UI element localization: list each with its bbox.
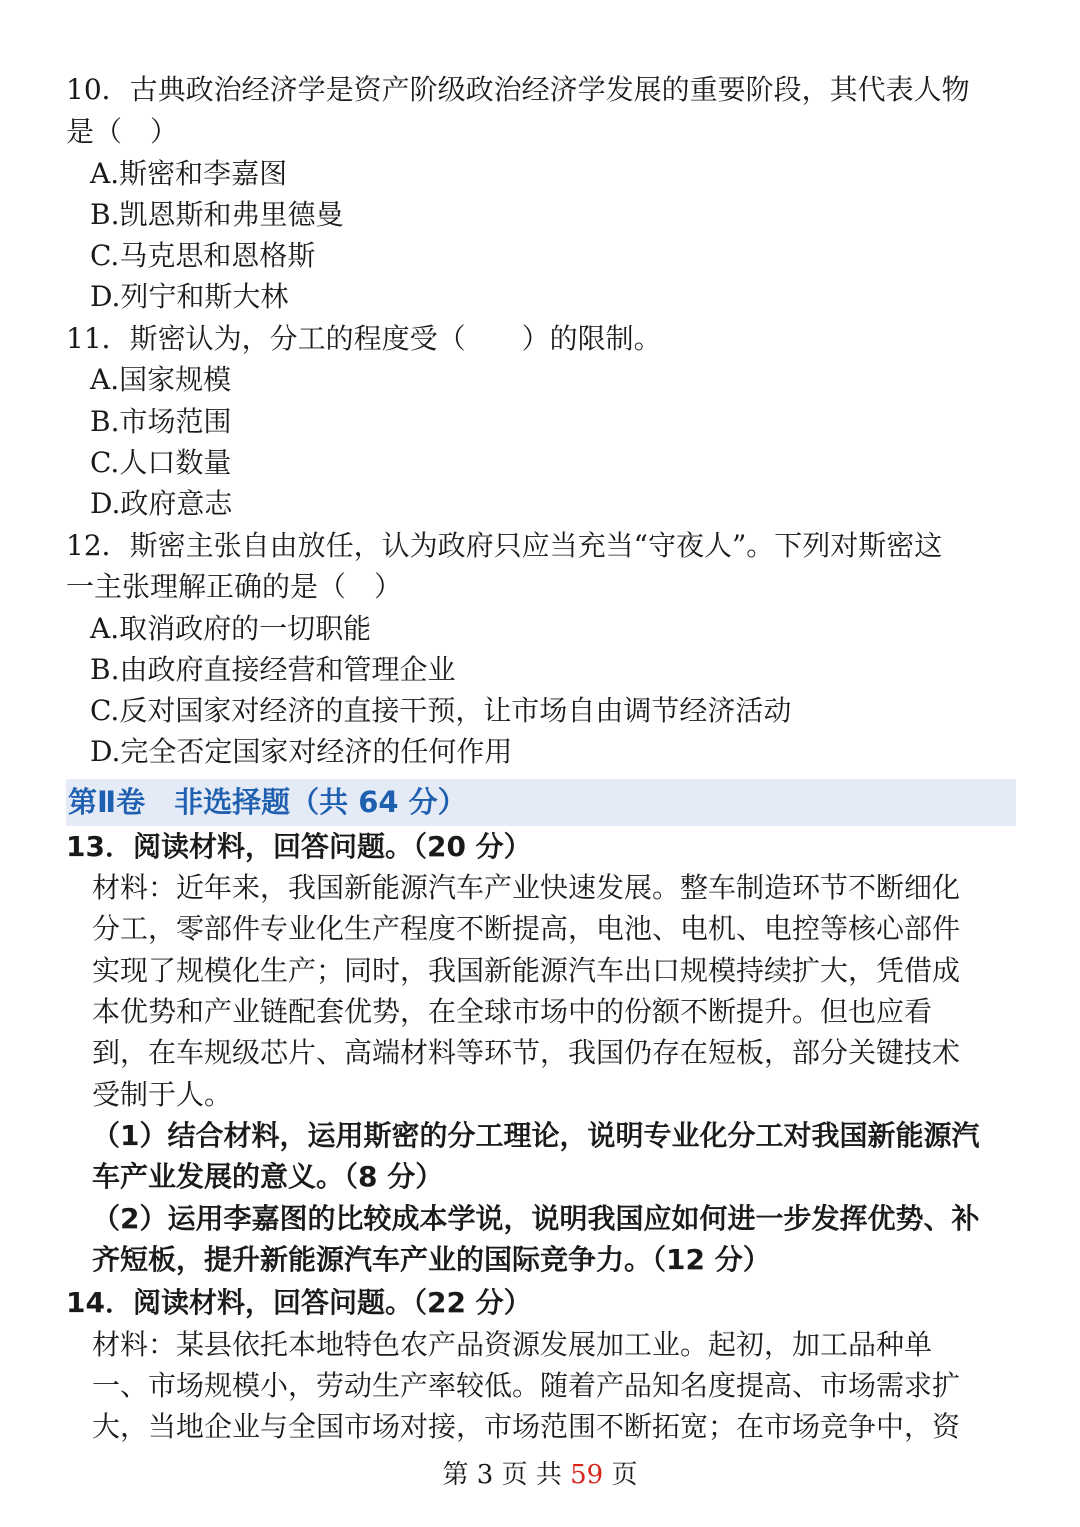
q10-option-d: D.列宁和斯大林 [90, 280, 289, 313]
q13-sub1-line-1: （1）结合材料，运用斯密的分工理论，说明专业化分工对我国新能源汽 [92, 1119, 980, 1152]
q14-material-line-3: 大，当地企业与全国市场对接，市场范围不断拓宽；在市场竞争中，资 [92, 1410, 961, 1443]
q11-option-c: C.人口数量 [90, 446, 232, 479]
footer-suffix: 页 [603, 1460, 638, 1490]
q10-stem-line-2: 是（ ） [66, 115, 179, 148]
q13-material-line-4: 本优势和产业链配套优势，在全球市场中的份额不断提升。但也应看 [92, 995, 933, 1028]
footer-prefix: 第 3 页 共 [442, 1460, 571, 1490]
q10-stem-line-1: 10．古典政治经济学是资产阶级政治经济学发展的重要阶段，其代表人物 [66, 73, 970, 106]
footer-total-pages: 59 [570, 1460, 604, 1490]
q14-heading: 14．阅读材料，回答问题。（22 分） [66, 1286, 532, 1319]
q13-material-line-2: 分工，零部件专业化生产程度不断提高，电池、电机、电控等核心部件 [92, 912, 961, 945]
q13-sub1-line-2: 车产业发展的意义。（8 分） [92, 1160, 444, 1193]
q13-material-line-3: 实现了规模化生产；同时，我国新能源汽车出口规模持续扩大，凭借成 [92, 954, 961, 987]
q12-option-a: A.取消政府的一切职能 [90, 612, 372, 645]
q13-heading: 13．阅读材料，回答问题。（20 分） [66, 830, 532, 863]
q11-option-d: D.政府意志 [90, 487, 233, 520]
q12-stem-line-2: 一主张理解正确的是（ ） [66, 570, 403, 603]
q10-option-c: C.马克思和恩格斯 [90, 239, 316, 272]
q13-sub2-line-1: （2）运用李嘉图的比较成本学说，说明我国应如何进一步发挥优势、补 [92, 1202, 980, 1235]
q12-option-d: D.完全否定国家对经济的任何作用 [90, 735, 513, 768]
q14-material-line-2: 一、市场规模小，劳动生产率较低。随着产品知名度提高、市场需求扩 [92, 1369, 961, 1402]
q13-material-line-1: 材料：近年来，我国新能源汽车产业快速发展。整车制造环节不断细化 [92, 871, 961, 904]
q11-option-a: A.国家规模 [90, 363, 232, 396]
q12-option-c: C.反对国家对经济的直接干预，让市场自由调节经济活动 [90, 694, 792, 727]
q13-material-line-6: 受制于人。 [92, 1078, 233, 1111]
q12-option-b: B.由政府直接经营和管理企业 [90, 653, 456, 686]
q10-option-a: A.斯密和李嘉图 [90, 157, 288, 190]
q10-option-b: B.凯恩斯和弗里德曼 [90, 198, 344, 231]
q13-material-line-5: 到，在车规级芯片、高端材料等环节，我国仍存在短板，部分关键技术 [92, 1036, 961, 1069]
q11-option-b: B.市场范围 [90, 405, 232, 438]
page-footer [0, 1456, 1080, 1494]
q12-stem-line-1: 12．斯密主张自由放任，认为政府只应当充当“守夜人”。下列对斯密这 [66, 529, 943, 562]
section-title: 第Ⅱ卷 非选择题（共 64 分） [68, 785, 467, 819]
q13-sub2-line-2: 齐短板，提升新能源汽车产业的国际竞争力。（12 分） [92, 1243, 771, 1276]
q11-stem: 11．斯密认为，分工的程度受（ ）的限制。 [66, 322, 662, 355]
q14-material-line-1: 材料：某县依托本地特色农产品资源发展加工业。起初，加工品种单 [92, 1328, 933, 1361]
